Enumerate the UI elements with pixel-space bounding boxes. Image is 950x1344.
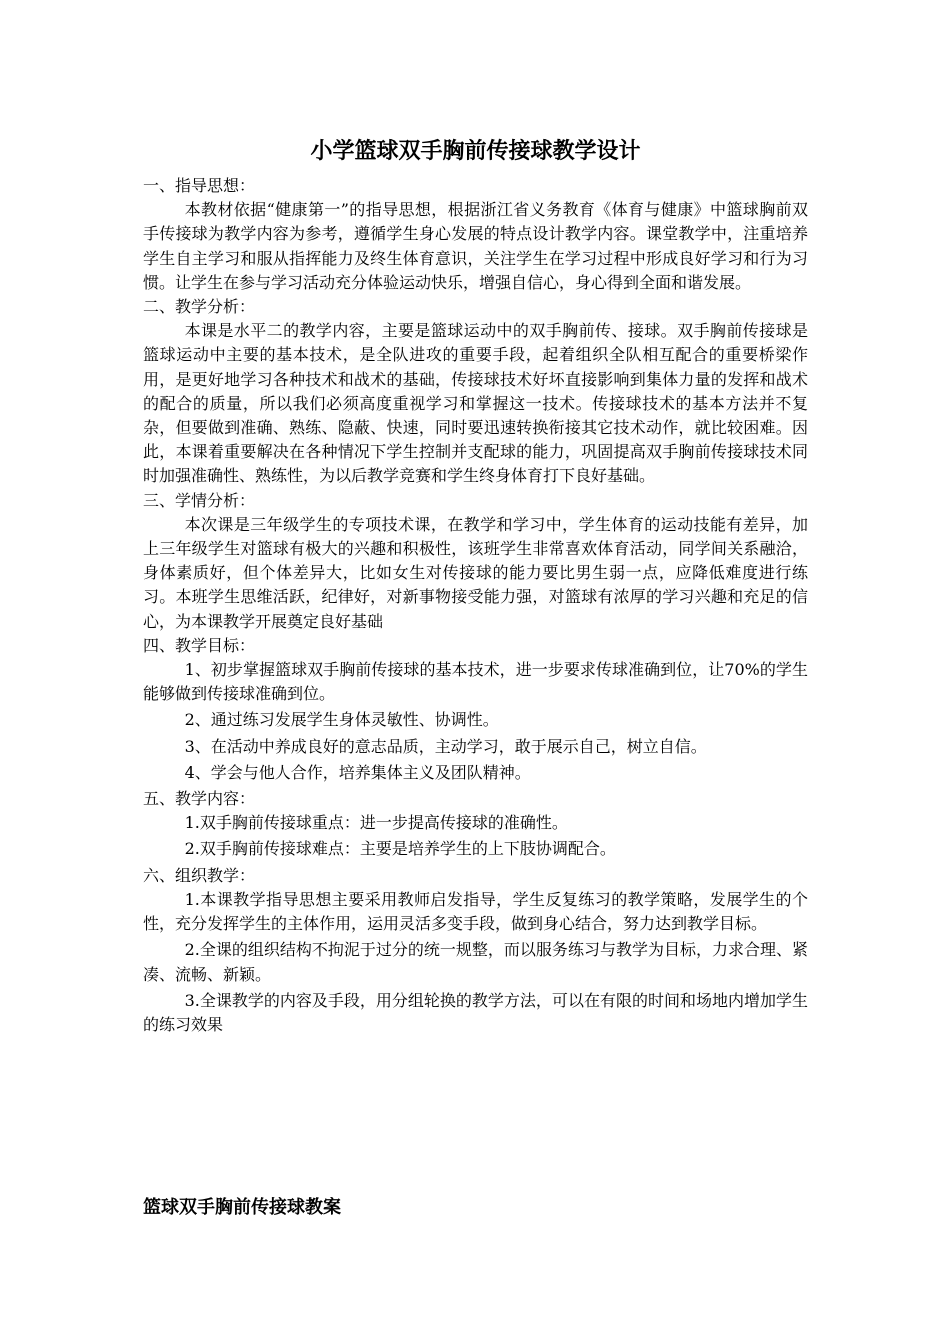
section-heading-teaching-analysis: 二、教学分析： <box>143 297 256 317</box>
document-title: 小学篮球双手胸前传接球教学设计 <box>310 138 641 164</box>
section-paragraph: 本次课是三年级学生的专项技术课，在教学和学习中，学生体育的运动技能有差异，加上三年级学生对篮球有极大的兴趣和积极性，该班学生非常喜欢体育活动，同学间关系融洽，身体素质好，但个体差异大，比如女生对传接球的能力要比男生弱一点，应降低难度进行练习。本班学生思维活跃，纪律好，对新事物接受能力强，对篮球有浓厚的学习兴趣和充足的信心，为本课教学开展奠定良好基础 <box>143 514 808 631</box>
section-paragraph: 本教材依据“健康第一”的指导思想，根据浙江省义务教育《体育与健康》中篮球胸前双手传接球为教学内容为参考，遵循学生身心发展的特点设计教学内容。课堂教学中，注重培养学生自主学习和服从指挥能力及终生体育意识，关注学生在学习过程中形成良好学习和行为习惯。让学生在参与学习活动充分体验运动快乐，增强自信心，身心得到全面和谐发展。 <box>143 200 808 292</box>
document-body <box>143 174 808 1039</box>
goal-item: 1、初步掌握篮球双手胸前传接球的基本技术，进一步要求传球准确到位，让70%的学生能够做到传接球准确到位。 <box>143 660 808 704</box>
organization-item: 3.全课教学的内容及手段，用分组轮换的教学方法，可以在有限的时间和场地内增加学生的练习效果 <box>143 990 808 1034</box>
section-heading-guiding-ideology: 一、指导思想： <box>143 176 256 195</box>
section-heading-organization: 六、组织教学： <box>143 865 256 885</box>
section-heading-teaching-content: 五、教学内容： <box>143 789 256 809</box>
content-item: 2.双手胸前传接球难点：主要是培养学生的上下肢协调配合。 <box>184 839 616 859</box>
section-heading-teaching-goals: 四、教学目标： <box>143 635 256 655</box>
organization-item: 1.本课教学指导思想主要采用教师启发指导，学生反复练习的教学策略，发展学生的个性，充分发挥学生的主体作用，运用灵活多变手段，做到身心结合，努力达到教学目标。 <box>143 889 808 934</box>
lesson-plan-subtitle: 篮球双手胸前传接球教案 <box>143 1197 341 1218</box>
section-paragraph: 本课是水平二的教学内容，主要是篮球运动中的双手胸前传、接球。双手胸前传接球是篮球运动中主要的基本技术，是全队进攻的重要手段，起着组织全队相互配合的重要桥梁作用，是更好地学习各种技术和战术的基础，传接球技术好坏直接影响到集体力量的发挥和战术的配合的质量，所以我们必须高度重视学习和掌握这一技术。传接球技术的基本方法并不复杂，但要做到准确、熟练、隐蔽、快速，同时要迅速转换衔接其它技术动作，就比较困难。因此，本课着重要解决在各种情况下学生控制并支配球的能力，巩固提高双手胸前传接球技术同时加强准确性、熟练性，为以后教学竞赛和学生终身体育打下良好基础。 <box>143 321 808 486</box>
content-item: 1.双手胸前传接球重点：进一步提高传接球的准确性。 <box>184 813 568 833</box>
goal-item: 2、通过练习发展学生身体灵敏性、协调性。 <box>184 710 499 730</box>
goal-item: 3、在活动中养成良好的意志品质，主动学习，敢于展示自己，树立自信。 <box>184 736 707 756</box>
organization-item: 2.全课的组织结构不拘泥于过分的统一规整，而以服务练习与教学为目标，力求合理、紧凑、流畅、新颖。 <box>143 940 808 984</box>
section-heading-student-analysis: 三、学情分析： <box>143 490 256 510</box>
goal-item: 4、学会与他人合作，培养集体主义及团队精神。 <box>184 762 531 782</box>
